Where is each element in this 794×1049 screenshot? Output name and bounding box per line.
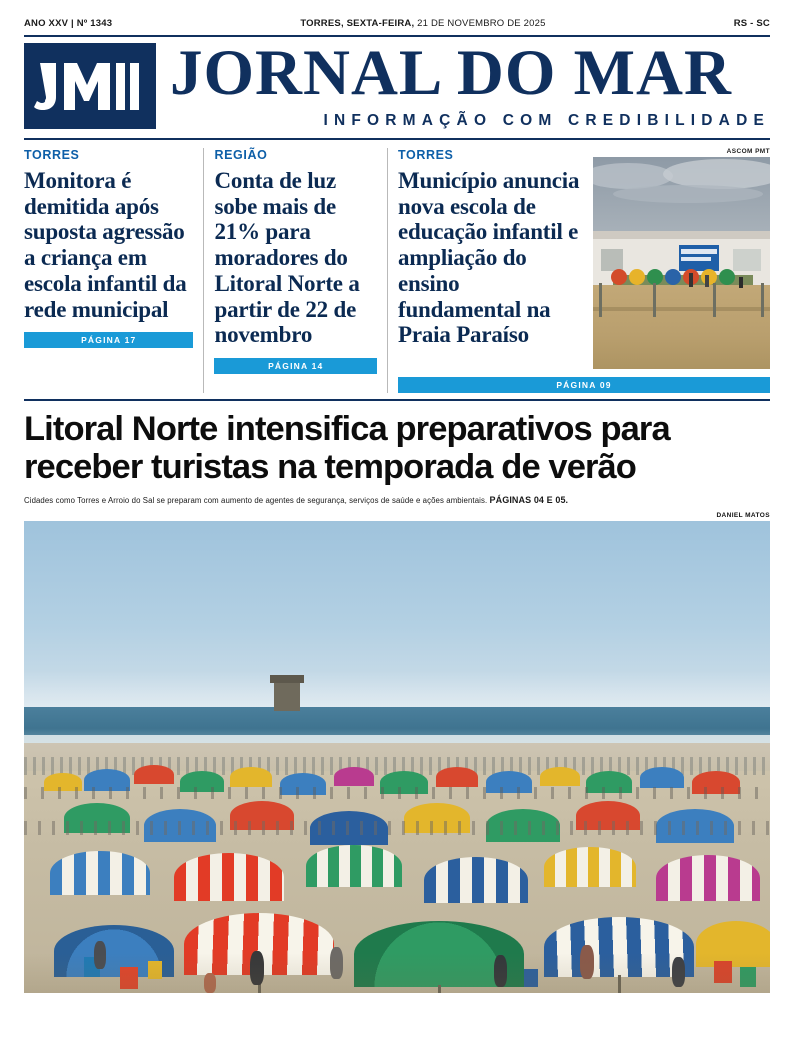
teaser-kicker: REGIÃO <box>214 147 268 162</box>
page-reference-badge[interactable]: PÁGINA 09 <box>398 377 770 393</box>
jm-monogram-icon <box>34 55 146 117</box>
teaser-column-2[interactable] <box>203 148 387 393</box>
edition-info: ANO XXV | Nº 1343 <box>24 18 113 29</box>
photo-credit: DANIEL MATOS <box>716 511 770 519</box>
masthead <box>24 35 770 140</box>
page-reference-badge[interactable]: PÁGINA 14 <box>214 358 377 374</box>
logo-badge <box>24 43 156 129</box>
page-reference-badge[interactable]: PÁGINA 17 <box>24 332 193 348</box>
teaser-headline[interactable]: Município anuncia nova escola de educação infantil e ampliação do ensino fundamental na Praia Paraíso <box>398 167 580 348</box>
photo-credit: ASCOM PMT <box>726 147 770 155</box>
teaser-kicker: TORRES <box>398 147 454 162</box>
teaser-row <box>24 148 770 401</box>
place-date-light: 21 DE NOVEMBRO DE 2025 <box>414 18 546 29</box>
lead-deck <box>24 495 770 505</box>
teaser-headline[interactable]: Conta de luz sobe mais de 21% para moradores do Litoral Norte a partir de 22 de novembro <box>214 167 360 348</box>
beach-photo <box>24 521 770 993</box>
teaser-photo-wrap <box>593 148 770 369</box>
school-photo <box>593 157 770 369</box>
newspaper-title: JORNAL DO MAR <box>170 37 732 109</box>
teaser-kicker: TORRES <box>24 147 80 162</box>
teaser-column-3[interactable] <box>387 148 770 393</box>
lead-deck-pages[interactable]: PÁGINAS 04 E 05. <box>489 494 569 505</box>
top-meta-bar <box>24 18 770 35</box>
place-date <box>300 18 545 29</box>
lead-headline[interactable]: Litoral Norte intensifica preparativos para receber turistas na temporada de verão <box>24 409 670 486</box>
states-label: RS - SC <box>733 18 770 29</box>
place-date-bold: TORRES, SEXTA-FEIRA, <box>300 18 415 29</box>
masthead-title-wrap <box>170 37 770 130</box>
teaser-headline[interactable]: Monitora é demitida após suposta agressão a criança em escola infantil da rede municipal <box>24 167 187 322</box>
lead-story <box>24 411 770 993</box>
teaser-column-1[interactable] <box>24 148 203 393</box>
lead-deck-text: Cidades como Torres e Arroio do Sal se preparam com aumento de agentes de segurança, serviços de saúde e ações ambientais. <box>24 495 488 505</box>
newspaper-tagline: INFORMAÇÃO COM CREDIBILIDADE <box>323 111 770 129</box>
